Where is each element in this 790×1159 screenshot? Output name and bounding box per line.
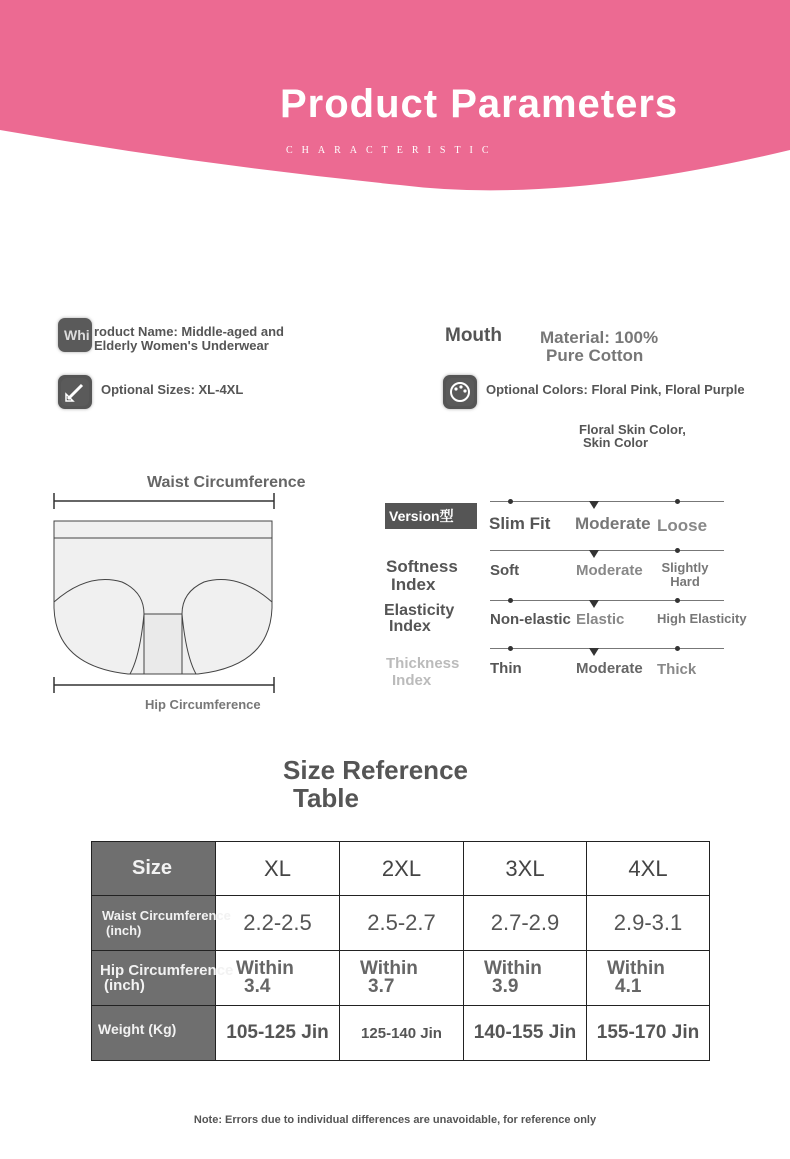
optional-sizes: Optional Sizes: XL-4XL xyxy=(101,382,244,397)
softness-option-soft: Soft xyxy=(490,562,520,579)
table-header-4xl: 4XL xyxy=(587,842,710,896)
product-name-line2: Elderly Women's Underwear xyxy=(94,338,269,353)
table-header-3xl: 3XL xyxy=(464,842,587,896)
softness-label-2: Index xyxy=(391,575,436,594)
softness-label-1: Softness xyxy=(386,557,458,576)
table-header-xl: XL xyxy=(216,842,340,896)
waist-circumference-label: Waist Circumference xyxy=(147,474,306,491)
thickness-label-2: Index xyxy=(392,672,432,689)
version-tick xyxy=(675,499,680,504)
thickness-tick xyxy=(508,646,513,651)
elasticity-option-elastic: Elastic xyxy=(576,611,625,628)
version-option-slim: Slim Fit xyxy=(489,514,551,533)
thickness-pointer xyxy=(589,648,599,656)
weight-2xl: 125-140 Jin xyxy=(340,1006,464,1061)
elasticity-tick xyxy=(508,598,513,603)
mouth-label: Mouth xyxy=(445,325,502,346)
version-option-loose: Loose xyxy=(657,516,708,535)
hip-2xl: Within 3.7 xyxy=(340,951,464,1006)
elasticity-option-non-elastic: Non-elastic xyxy=(490,611,571,628)
underwear-diagram xyxy=(48,516,280,680)
version-pointer xyxy=(589,501,599,509)
size-reference-table xyxy=(91,841,710,1061)
name-icon-text: Whi xyxy=(64,327,90,343)
softness-track xyxy=(490,550,724,551)
size-table-title-line2: Table xyxy=(293,783,359,813)
elasticity-pointer xyxy=(589,600,599,608)
thickness-track xyxy=(490,648,724,649)
thickness-option-thin: Thin xyxy=(490,660,522,677)
optional-colors-line1: Optional Colors: Floral Pink, Floral Purple xyxy=(486,382,745,397)
version-track xyxy=(490,501,724,502)
material-line1: Material: 100% xyxy=(540,328,659,347)
table-header-size: Size xyxy=(92,842,216,896)
table-row xyxy=(92,896,710,951)
hip-4xl: Within 4.1 xyxy=(587,951,710,1006)
hip-circumference-label: Hip Circumference xyxy=(145,697,261,712)
waist-xl: 2.2-2.5 xyxy=(216,896,340,951)
weight-xl: 105-125 Jin xyxy=(216,1006,340,1061)
elasticity-track xyxy=(490,600,724,601)
waist-2xl: 2.5-2.7 xyxy=(340,896,464,951)
product-name-line1: roduct Name: Middle-aged and xyxy=(94,324,284,339)
thickness-tick xyxy=(675,646,680,651)
elasticity-label-2: Index xyxy=(389,618,431,635)
version-label: Version型 xyxy=(385,503,477,529)
waist-measure-line xyxy=(48,490,280,512)
softness-option-moderate: Moderate xyxy=(576,562,643,579)
softness-pointer xyxy=(589,550,599,558)
thickness-option-moderate: Moderate xyxy=(576,660,643,677)
thickness-label-1: Thickness xyxy=(386,655,460,672)
table-header-row xyxy=(92,842,710,896)
optional-colors-line2: Floral Skin Color, xyxy=(579,422,686,437)
tag-icon xyxy=(58,318,92,352)
optional-colors-line3: Skin Color xyxy=(583,435,649,450)
softness-tick xyxy=(675,548,680,553)
elasticity-option-high: High Elasticity xyxy=(657,611,747,626)
weight-4xl: 155-170 Jin xyxy=(587,1006,710,1061)
version-option-moderate: Moderate xyxy=(575,514,651,533)
version-tick xyxy=(508,499,513,504)
hip-xl: Within 3.4 xyxy=(216,951,340,1006)
page-subtitle: CHARACTERISTIC xyxy=(286,145,498,156)
thickness-option-thick: Thick xyxy=(657,661,697,678)
footnote: Note: Errors due to individual differences are unavoidable, for reference only xyxy=(193,1114,597,1126)
row-label-weight: Weight (Kg) xyxy=(92,1006,216,1061)
material-line2: Pure Cotton xyxy=(546,346,644,365)
hip-3xl: Within 3.9 xyxy=(464,951,587,1006)
waist-3xl: 2.7-2.9 xyxy=(464,896,587,951)
table-row xyxy=(92,1006,710,1061)
row-label-waist: Waist Circumference (inch) xyxy=(92,896,216,951)
elasticity-label-1: Elasticity xyxy=(384,602,455,619)
waist-4xl: 2.9-3.1 xyxy=(587,896,710,951)
page-title: Product Parameters xyxy=(280,82,679,126)
softness-option-slightly-hard: Slightly Hard xyxy=(661,560,709,589)
elasticity-tick xyxy=(675,598,680,603)
hip-measure-line xyxy=(48,674,280,696)
row-label-hip: Hip Circumference (inch) xyxy=(92,951,216,1006)
size-table-title-line1: Size Reference xyxy=(283,755,468,785)
ruler-icon xyxy=(58,375,92,409)
table-row xyxy=(92,951,710,1006)
palette-icon xyxy=(443,375,477,409)
table-header-2xl: 2XL xyxy=(340,842,464,896)
weight-3xl: 140-155 Jin xyxy=(464,1006,587,1061)
